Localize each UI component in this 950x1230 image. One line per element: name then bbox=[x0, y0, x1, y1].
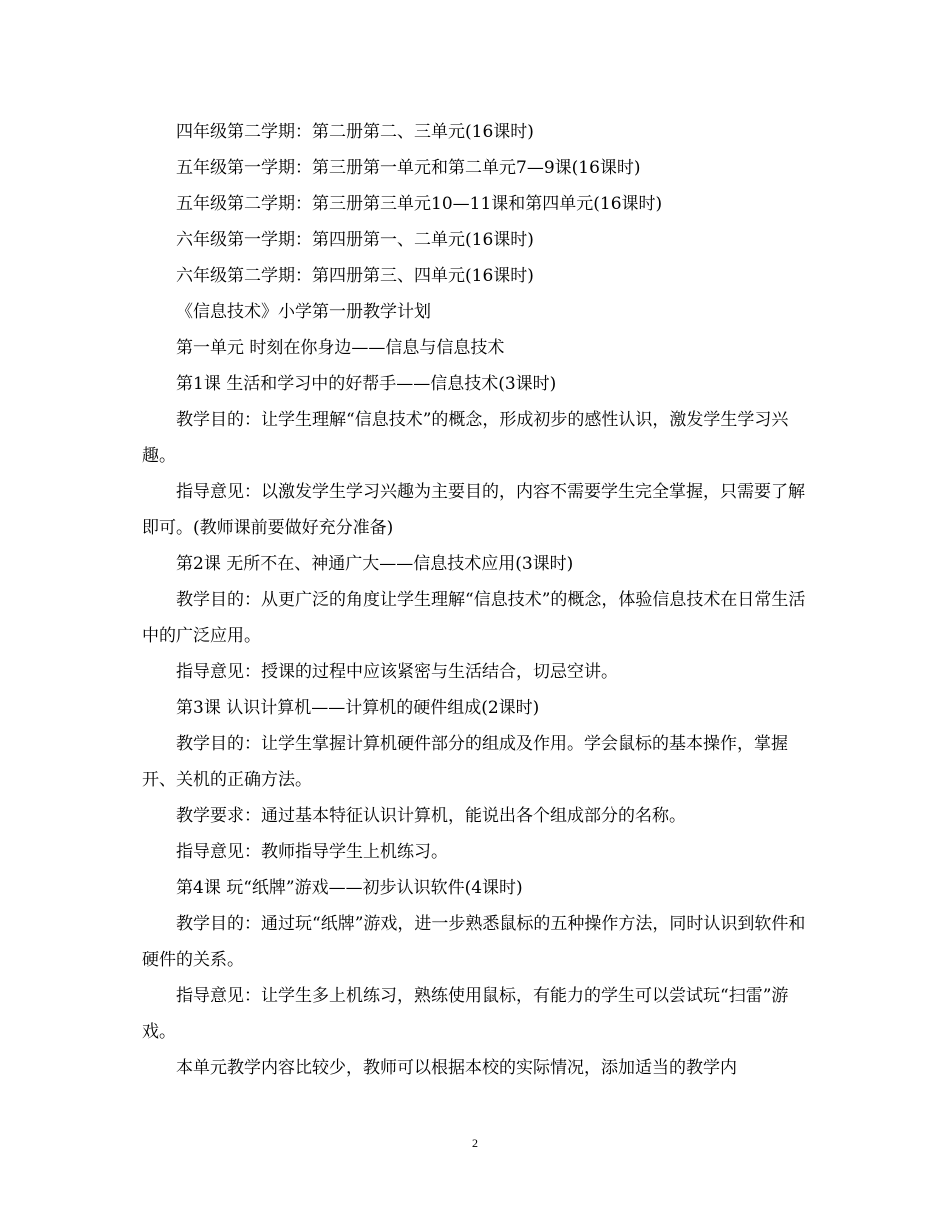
lesson1-objective: 教学目的：让学生理解“信息技术”的概念，形成初步的感性认识，激发学生学习兴趣。 bbox=[142, 410, 789, 466]
paragraph-grade5-term1: 五年级第一学期：第三册第一单元和第二单元7—9课(16课时) bbox=[176, 158, 641, 178]
lesson3-requirement: 教学要求：通过基本特征认识计算机，能说出各个组成部分的名称。 bbox=[176, 806, 686, 826]
document-body bbox=[142, 114, 810, 1086]
lesson3-objective: 教学目的：让学生掌握计算机硬件部分的组成及作用。学会鼠标的基本操作，掌握开、关机的正确方法。 bbox=[142, 734, 788, 790]
lesson4-objective: 教学目的：通过玩“纸牌”游戏，进一步熟悉鼠标的五种操作方法，同时认识到软件和硬件的关系。 bbox=[142, 914, 806, 970]
lesson1-guidance: 指导意见：以激发学生学习兴趣为主要目的，内容不需要学生完全掌握，只需要了解即可。(教师课前要做好充分准备) bbox=[142, 482, 805, 538]
lesson2-guidance: 指导意见：授课的过程中应该紧密与生活结合，切忌空讲。 bbox=[176, 662, 618, 682]
unit-closing-note: 本单元教学内容比较少，教师可以根据本校的实际情况，添加适当的教学内 bbox=[176, 1058, 737, 1078]
paragraph-grade6-term1: 六年级第一学期：第四册第一、二单元(16课时) bbox=[176, 230, 534, 250]
section-title-teaching-plan: 《信息技术》小学第一册教学计划 bbox=[176, 302, 431, 322]
lesson4-guidance: 指导意见：让学生多上机练习，熟练使用鼠标，有能力的学生可以尝试玩“扫雷”游戏。 bbox=[142, 986, 789, 1042]
lesson-heading-3: 第3课 认识计算机——计算机的硬件组成(2课时) bbox=[176, 698, 540, 718]
lesson3-guidance: 指导意见：教师指导学生上机练习。 bbox=[176, 842, 448, 862]
lesson-heading-1: 第1课 生活和学习中的好帮手——信息技术(3课时) bbox=[176, 374, 557, 394]
paragraph-grade6-term2: 六年级第二学期：第四册第三、四单元(16课时) bbox=[176, 266, 534, 286]
page-number: 2 bbox=[472, 1136, 478, 1150]
lesson-heading-2: 第2课 无所不在、神通广大——信息技术应用(3课时) bbox=[176, 554, 574, 574]
unit-heading-1: 第一单元 时刻在你身边——信息与信息技术 bbox=[176, 338, 505, 358]
paragraph-grade5-term2: 五年级第二学期：第三册第三单元10—11课和第四单元(16课时) bbox=[176, 194, 663, 214]
paragraph-grade4-term2: 四年级第二学期：第二册第二、三单元(16课时) bbox=[176, 122, 534, 142]
lesson2-objective: 教学目的：从更广泛的角度让学生理解“信息技术”的概念，体验信息技术在日常生活中的广泛应用。 bbox=[142, 590, 806, 646]
lesson-heading-4: 第4课 玩“纸牌”游戏——初步认识软件(4课时) bbox=[176, 878, 523, 898]
